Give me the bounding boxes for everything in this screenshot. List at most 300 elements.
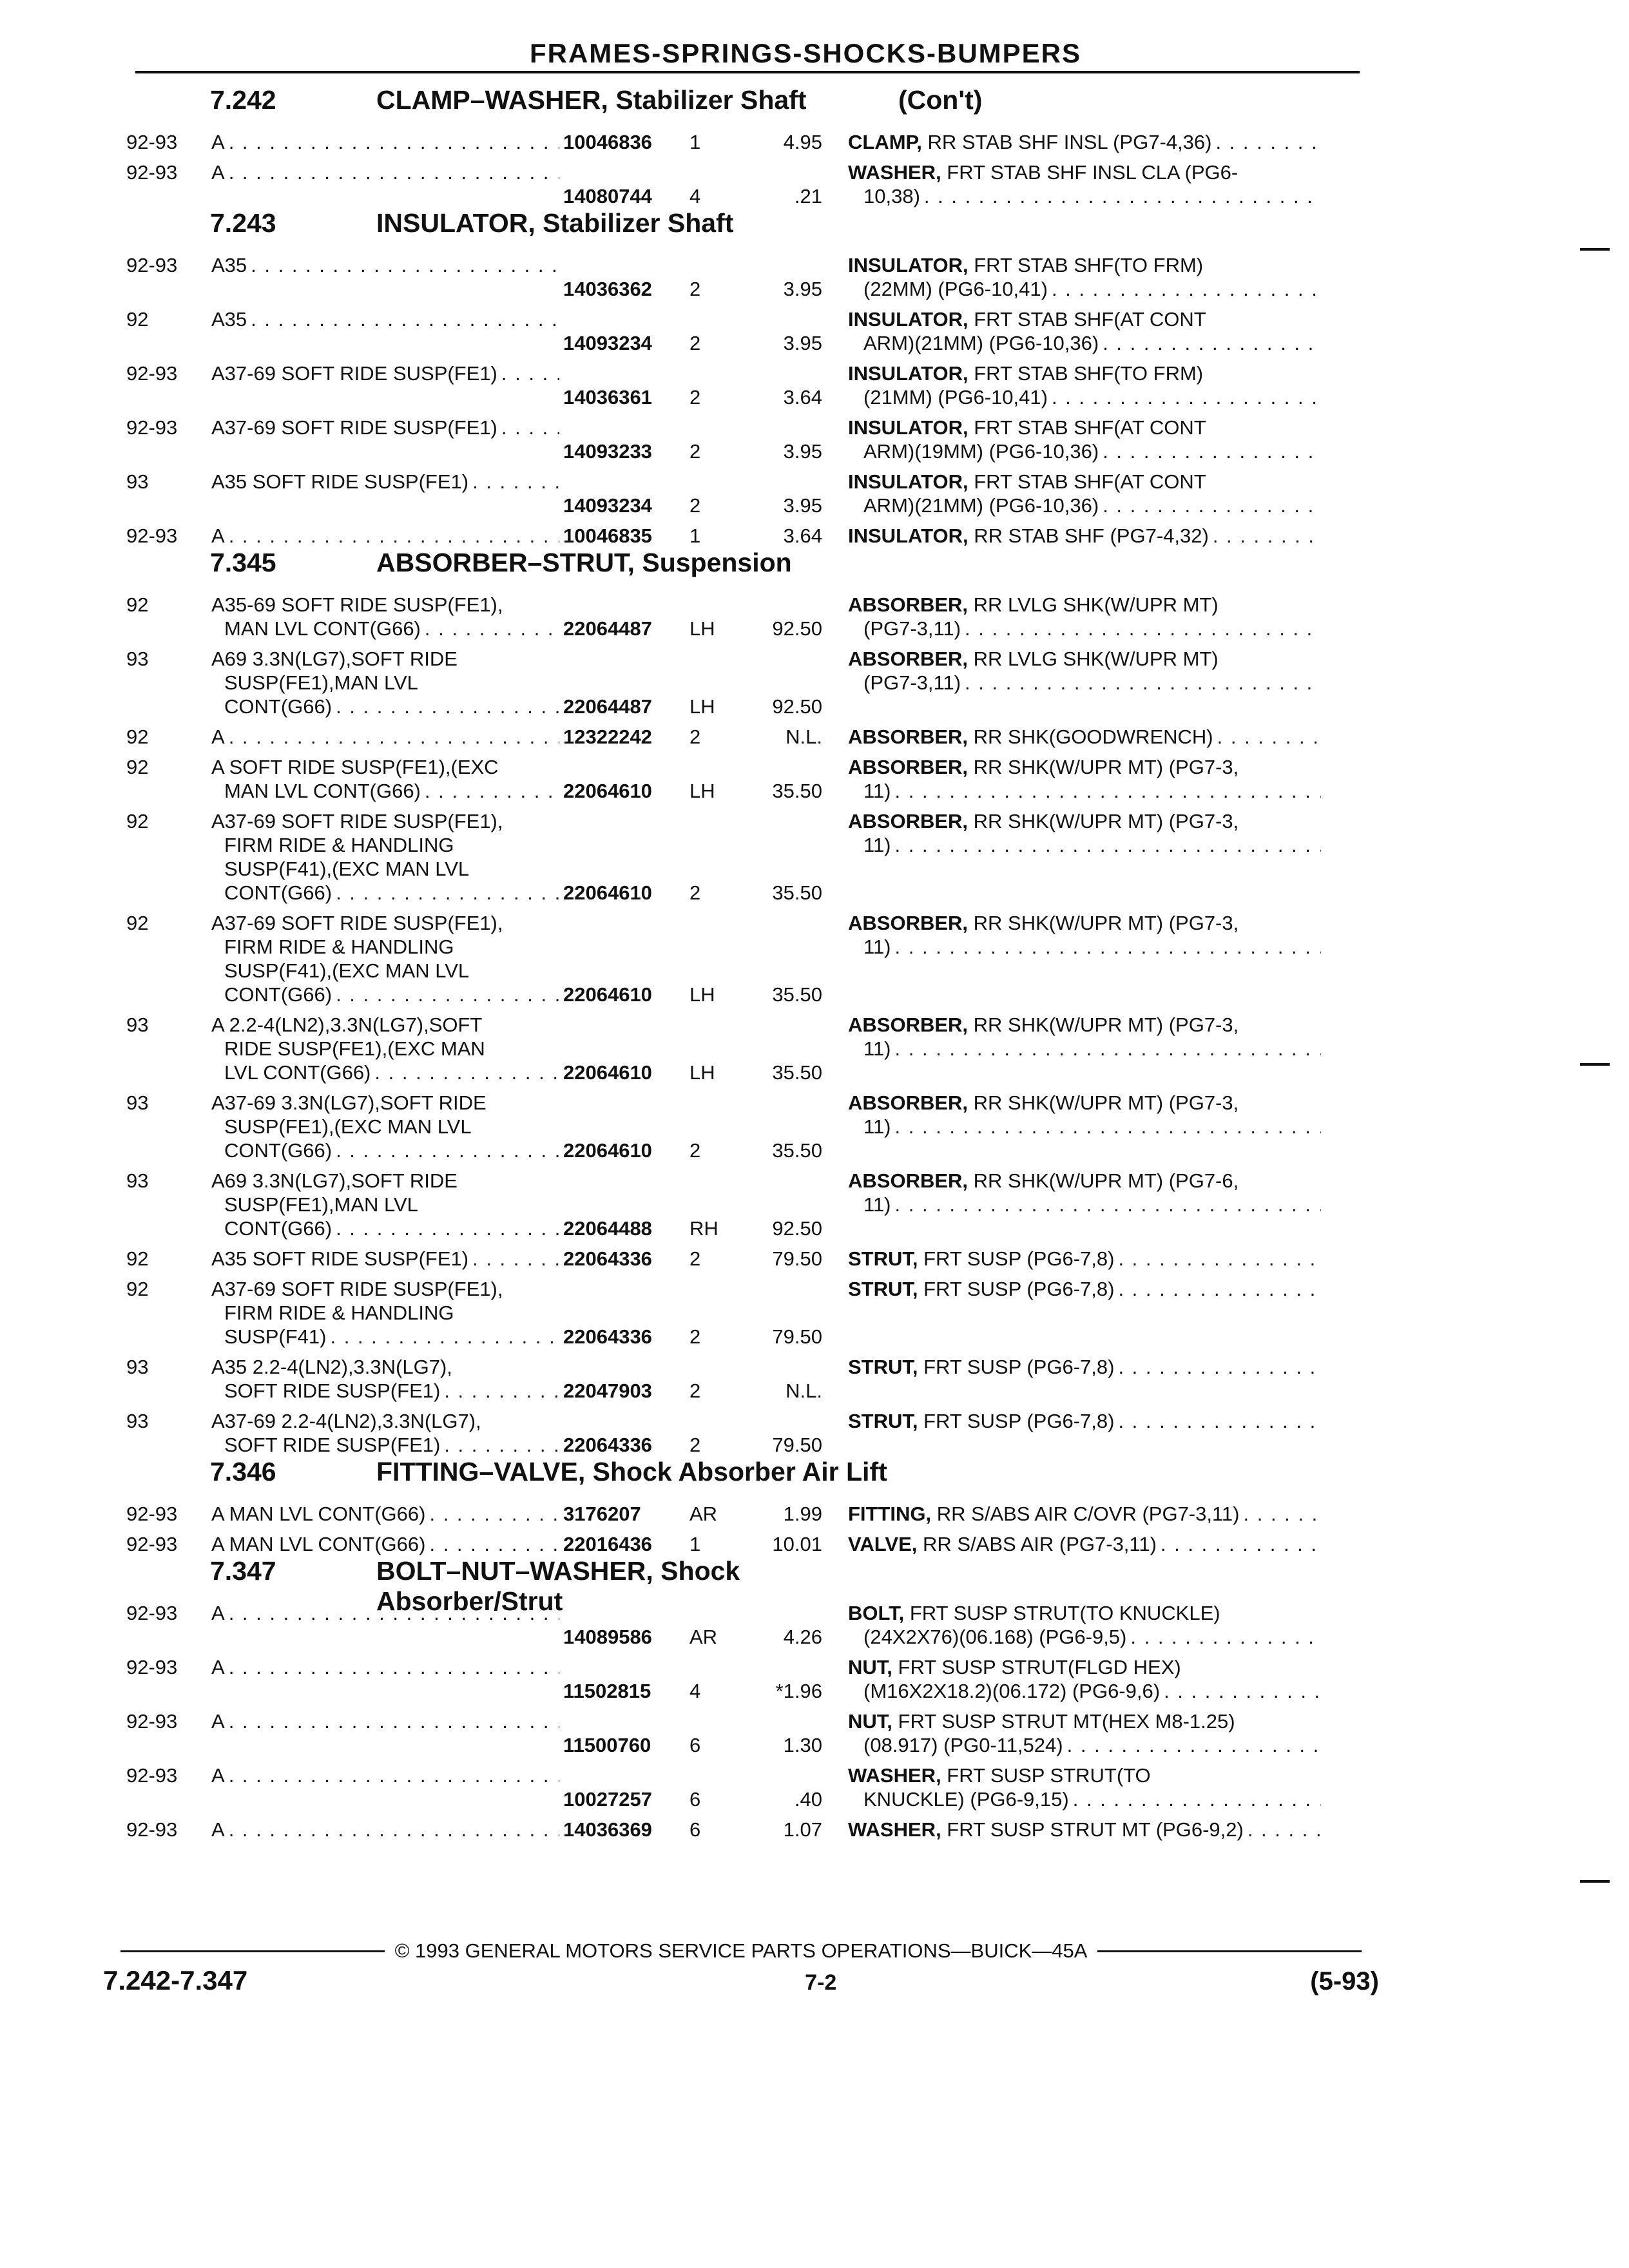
quantity-text: 1: [689, 524, 701, 547]
part-row: [126, 416, 1389, 463]
part-number: [563, 1763, 683, 1811]
part-number-text: 22064610: [563, 881, 652, 904]
application-text: A37-69 SOFT RIDE SUSP(FE1),: [211, 810, 503, 832]
model-year: 93: [126, 470, 149, 493]
application-line: [211, 1355, 563, 1379]
description: [848, 1763, 1325, 1811]
part-row: [126, 1169, 1389, 1240]
description-text: 11): [863, 834, 891, 856]
model-year: 92-93: [126, 362, 178, 385]
dot-leader: [229, 725, 559, 749]
margin-mark: [1580, 1880, 1610, 1883]
section-title: [376, 1457, 898, 1487]
dot-leader: [336, 1139, 559, 1162]
description-line: [848, 1679, 1325, 1703]
description-keyword: ABSORBER,: [848, 1091, 969, 1114]
description-keyword: ABSORBER,: [848, 593, 969, 616]
quantity-text: 2: [689, 494, 701, 517]
description-line: [848, 385, 1325, 409]
model-year: 92-93: [126, 1602, 178, 1624]
application-line: [211, 593, 563, 617]
price-text: 1.07: [783, 1818, 822, 1841]
model-year: 92: [126, 810, 149, 832]
application: [211, 809, 563, 905]
part-number-text: 10046835: [563, 524, 652, 547]
application-text: SOFT RIDE SUSP(FE1): [224, 1434, 441, 1456]
application-line: [211, 1247, 563, 1271]
footer-rule-right: [1097, 1950, 1362, 1952]
application-line: [211, 1655, 563, 1679]
application-line: [211, 935, 563, 959]
part-number: [563, 1169, 683, 1240]
description-keyword: STRUT,: [848, 1410, 918, 1432]
part-number-text: 10027257: [563, 1788, 652, 1811]
price: [735, 307, 848, 355]
part-number-text: 22016436: [563, 1533, 652, 1555]
application: [211, 253, 563, 301]
price: [735, 647, 848, 718]
part-number-text: 14089586: [563, 1626, 652, 1648]
quantity-text: 4: [689, 185, 701, 207]
quantity: [683, 1409, 735, 1457]
application-text: SUSP(F41): [224, 1325, 327, 1348]
section-heading: [126, 1457, 1389, 1502]
model-year: 92-93: [126, 524, 178, 547]
application-line: [211, 1115, 563, 1139]
application-line: [211, 1169, 563, 1193]
dot-leader: [472, 1247, 559, 1271]
description-line: [848, 671, 1325, 695]
price-text: 35.50: [772, 881, 822, 904]
dot-leader: [251, 253, 559, 277]
description-keyword: ABSORBER,: [848, 912, 969, 934]
price-text: 10.01: [772, 1533, 822, 1555]
application-line: [211, 1709, 563, 1733]
dot-leader: [472, 470, 559, 494]
dot-leader: [336, 695, 559, 718]
dot-leader: [229, 1763, 559, 1787]
description-text: (22MM) (PG6-10,41): [863, 278, 1048, 300]
part-number: [563, 725, 683, 749]
section-title-main: BOLT–NUT–WASHER,: [376, 1556, 653, 1586]
quantity: [683, 524, 735, 548]
quantity: [683, 1763, 735, 1811]
description: [848, 1169, 1325, 1240]
application-line: [211, 1013, 563, 1037]
description-line: [848, 416, 1325, 439]
application-line: [211, 1301, 563, 1325]
application-text: A35: [211, 254, 247, 276]
quantity-text: 2: [689, 1325, 701, 1348]
application-text: A MAN LVL CONT(G66): [211, 1533, 426, 1555]
dot-leader: [229, 1818, 559, 1841]
quantity-text: 2: [689, 386, 701, 408]
dot-leader: [1164, 1679, 1321, 1703]
part-number-text: 10046836: [563, 131, 652, 153]
part-number: [563, 1655, 683, 1703]
description-text: ABSORBER, RR SHK(W/UPR MT) (PG7-3,: [848, 1014, 1239, 1036]
description-line: [848, 1532, 1325, 1556]
price-text: 92.50: [772, 1217, 822, 1240]
application-text: A37-69 3.3N(LG7),SOFT RIDE: [211, 1091, 487, 1114]
section-heading: [126, 548, 1389, 593]
dot-leader: [229, 1709, 559, 1733]
application: [211, 1091, 563, 1162]
application-text: MAN LVL CONT(G66): [224, 617, 421, 640]
application-text: A: [211, 524, 225, 547]
application: [211, 1247, 563, 1271]
description-keyword: ABSORBER,: [848, 1014, 969, 1036]
description-line: [848, 1115, 1325, 1139]
quantity-text: LH: [689, 617, 715, 640]
application-text: A69 3.3N(LG7),SOFT RIDE: [211, 648, 458, 670]
part-number-text: 22064336: [563, 1434, 652, 1456]
quantity-text: 2: [689, 881, 701, 904]
application-text: A37-69 2.2-4(LN2),3.3N(LG7),: [211, 1410, 481, 1432]
part-row: [126, 1247, 1389, 1271]
application-text: A: [211, 1818, 225, 1841]
description-line: [848, 647, 1325, 671]
price-text: 92.50: [772, 617, 822, 640]
part-row: [126, 1277, 1389, 1349]
section-title: [376, 548, 898, 578]
description-text: 11): [863, 1193, 891, 1216]
description-keyword: STRUT,: [848, 1278, 918, 1300]
price-text: .21: [794, 185, 822, 207]
quantity-text: 6: [689, 1788, 701, 1811]
parts-catalog: [126, 85, 1389, 1841]
model-year: 93: [126, 648, 149, 670]
dot-leader: [425, 779, 559, 803]
part-row: [126, 725, 1389, 749]
description-line: [848, 1763, 1325, 1787]
model-year: 92-93: [126, 1710, 178, 1733]
section-number: 7.346: [210, 1457, 276, 1486]
description-text: 11): [863, 780, 891, 802]
quantity: [683, 1601, 735, 1649]
part-number-text: 14093234: [563, 332, 652, 354]
model-year: 93: [126, 1091, 149, 1114]
application-line: [211, 1277, 563, 1301]
description-keyword: ABSORBER,: [848, 726, 969, 748]
quantity: [683, 911, 735, 1006]
application: [211, 1818, 563, 1841]
price: [735, 130, 848, 154]
application-text: A SOFT RIDE SUSP(FE1),(EXC: [211, 756, 499, 778]
dot-leader: [1103, 331, 1321, 355]
description-keyword: BOLT,: [848, 1602, 905, 1624]
part-number: [563, 524, 683, 548]
description-text: 11): [863, 1037, 891, 1060]
part-number: [563, 1091, 683, 1162]
price-text: 79.50: [772, 1247, 822, 1270]
price: [735, 1409, 848, 1457]
application-line: [211, 809, 563, 833]
application: [211, 911, 563, 1006]
part-row: [126, 1502, 1389, 1526]
dot-leader: [1118, 1355, 1321, 1379]
description: [848, 130, 1325, 154]
dot-leader: [1213, 524, 1321, 548]
application-text: CONT(G66): [224, 695, 333, 718]
application-text: FIRM RIDE & HANDLING: [224, 1302, 454, 1324]
description-keyword: WASHER,: [848, 1818, 941, 1841]
description-text: ARM)(21MM) (PG6-10,36): [863, 332, 1099, 354]
part-row: [126, 524, 1389, 548]
application-text: A37-69 SOFT RIDE SUSP(FE1): [211, 416, 497, 439]
application: [211, 130, 563, 154]
part-number-text: 22064610: [563, 1139, 652, 1162]
application-text: A37-69 SOFT RIDE SUSP(FE1),: [211, 912, 503, 934]
part-row: [126, 1091, 1389, 1162]
description-line: [848, 331, 1325, 355]
model-year: 92: [126, 308, 149, 331]
part-number: [563, 1409, 683, 1457]
part-row: [126, 647, 1389, 718]
price: [735, 160, 848, 208]
price: [735, 361, 848, 409]
quantity: [683, 1169, 735, 1240]
quantity: [683, 1247, 735, 1271]
price: [735, 1818, 848, 1841]
part-number: [563, 307, 683, 355]
description-text: INSULATOR, FRT STAB SHF(AT CONT: [848, 470, 1206, 493]
description-keyword: CLAMP,: [848, 131, 922, 153]
application-line: [211, 1433, 563, 1457]
application-text: SUSP(F41),(EXC MAN LVL: [224, 858, 470, 880]
quantity-text: AR: [689, 1626, 718, 1648]
application-line: [211, 857, 563, 881]
application-text: A37-69 SOFT RIDE SUSP(FE1): [211, 362, 497, 385]
price: [735, 524, 848, 548]
dot-leader: [895, 1037, 1321, 1061]
part-number: [563, 1277, 683, 1349]
description-text: (M16X2X18.2)(06.172) (PG6-9,6): [863, 1680, 1161, 1702]
dot-leader: [501, 416, 559, 439]
description: [848, 1818, 1325, 1841]
part-row: [126, 307, 1389, 355]
quantity: [683, 1709, 735, 1757]
dot-leader: [229, 524, 559, 548]
dot-leader: [429, 1502, 559, 1526]
description-line: [848, 253, 1325, 277]
description-line: [848, 1247, 1325, 1271]
part-number-text: 22064336: [563, 1325, 652, 1348]
application: [211, 1709, 563, 1757]
application-text: RIDE SUSP(FE1),(EXC MAN: [224, 1037, 485, 1060]
quantity: [683, 593, 735, 640]
description-text: FITTING, RR S/ABS AIR C/OVR (PG7-3,11): [848, 1503, 1240, 1525]
page-footer: [103, 1939, 1379, 1996]
description-text: ARM)(21MM) (PG6-10,36): [863, 494, 1099, 517]
description-keyword: ABSORBER,: [848, 810, 969, 832]
continued-label: (Con't): [898, 85, 983, 115]
copyright-text: © 1993 GENERAL MOTORS SERVICE PARTS OPERATIONS—BUICK—45A: [394, 1939, 1088, 1962]
part-number: [563, 1709, 683, 1757]
section-title-main: INSULATOR,: [376, 208, 535, 238]
application-text: A 2.2-4(LN2),3.3N(LG7),SOFT: [211, 1014, 483, 1036]
model-year: 93: [126, 1410, 149, 1432]
description: [848, 1655, 1325, 1703]
part-row: [126, 130, 1389, 154]
section-number: 7.347: [210, 1556, 276, 1586]
price: [735, 1091, 848, 1162]
description-text: INSULATOR, FRT STAB SHF(AT CONT: [848, 416, 1206, 439]
quantity-text: LH: [689, 695, 715, 718]
model-year: 92-93: [126, 1656, 178, 1678]
application-line: [211, 1502, 563, 1526]
description: [848, 524, 1325, 548]
application-text: A MAN LVL CONT(G66): [211, 1503, 426, 1525]
section-number: 7.243: [210, 208, 276, 238]
section-title: [376, 208, 898, 238]
quantity-text: 6: [689, 1734, 701, 1756]
description-line: [848, 1409, 1325, 1433]
dot-leader: [229, 130, 559, 154]
description-text: CLAMP, RR STAB SHF INSL (PG7-4,36): [848, 131, 1212, 153]
dot-leader: [1217, 725, 1321, 749]
description-line: [848, 160, 1325, 184]
price-text: 1.99: [783, 1503, 822, 1525]
price-text: .40: [794, 1788, 822, 1811]
application: [211, 593, 563, 640]
description: [848, 1355, 1325, 1403]
description: [848, 470, 1325, 517]
quantity-text: 1: [689, 1533, 701, 1555]
part-number: [563, 160, 683, 208]
model-year: 92: [126, 1278, 149, 1300]
dot-leader: [1103, 439, 1321, 463]
quantity: [683, 647, 735, 718]
application-text: A35-69 SOFT RIDE SUSP(FE1),: [211, 593, 503, 616]
part-row: [126, 1409, 1389, 1457]
application: [211, 470, 563, 517]
description-keyword: WASHER,: [848, 161, 941, 184]
application-line: [211, 695, 563, 718]
description-keyword: INSULATOR,: [848, 470, 969, 493]
dot-leader: [895, 833, 1321, 857]
description-keyword: WASHER,: [848, 1764, 941, 1787]
dot-leader: [330, 1325, 559, 1349]
part-number: [563, 911, 683, 1006]
description-text: ABSORBER, RR SHK(W/UPR MT) (PG7-3,: [848, 912, 1239, 934]
application-line: [211, 253, 563, 277]
description-keyword: FITTING,: [848, 1503, 932, 1525]
description-text: STRUT, FRT SUSP (PG6-7,8): [848, 1410, 1115, 1432]
section-number: 7.242: [210, 85, 276, 115]
description-line: [848, 1193, 1325, 1216]
price-text: 92.50: [772, 695, 822, 718]
application-line: [211, 1061, 563, 1084]
part-number-text: 11500760: [563, 1734, 651, 1756]
model-year: 92-93: [126, 1818, 178, 1841]
description: [848, 1709, 1325, 1757]
price: [735, 253, 848, 301]
application: [211, 1277, 563, 1349]
dot-leader: [336, 1216, 559, 1240]
section-number: 7.345: [210, 548, 276, 577]
price: [735, 1763, 848, 1811]
description-line: [848, 779, 1325, 803]
quantity-text: 2: [689, 726, 701, 748]
part-row: [126, 1818, 1389, 1841]
price: [735, 1655, 848, 1703]
description: [848, 1247, 1325, 1271]
price: [735, 1355, 848, 1403]
header-rule: [135, 71, 1360, 73]
price-text: 3.64: [783, 386, 822, 408]
dot-leader: [1130, 1625, 1321, 1649]
description-text: ABSORBER, RR SHK(W/UPR MT) (PG7-3,: [848, 756, 1239, 778]
section-title-sub: Shock Absorber Air Lift: [592, 1457, 887, 1486]
price-text: 79.50: [772, 1434, 822, 1456]
description: [848, 593, 1325, 640]
description-text: 11): [863, 1115, 891, 1138]
application: [211, 1532, 563, 1556]
description: [848, 253, 1325, 301]
dot-leader: [1215, 130, 1321, 154]
application-text: A35 SOFT RIDE SUSP(FE1): [211, 1247, 469, 1270]
part-row: [126, 1355, 1389, 1403]
part-row: [126, 809, 1389, 905]
quantity-text: 6: [689, 1818, 701, 1841]
description-text: 10,38): [863, 185, 920, 207]
quantity: [683, 1355, 735, 1403]
price: [735, 1169, 848, 1240]
description-text: NUT, FRT SUSP STRUT MT(HEX M8-1.25): [848, 1710, 1235, 1733]
part-row: [126, 1655, 1389, 1703]
application-line: [211, 361, 563, 385]
dot-leader: [429, 1532, 559, 1556]
part-number: [563, 1247, 683, 1271]
quantity: [683, 470, 735, 517]
description: [848, 809, 1325, 905]
dot-leader: [965, 671, 1321, 695]
page-title: FRAMES-SPRINGS-SHOCKS-BUMPERS: [529, 38, 1082, 68]
description-text: INSULATOR, FRT STAB SHF(TO FRM): [848, 254, 1204, 276]
description-line: [848, 755, 1325, 779]
model-year: 92-93: [126, 131, 178, 153]
application-text: CONT(G66): [224, 881, 333, 904]
application-text: A: [211, 161, 225, 184]
description-line: [848, 725, 1325, 749]
price: [735, 1532, 848, 1556]
description-text: (24X2X76)(06.168) (PG6-9,5): [863, 1626, 1127, 1648]
price-text: 3.95: [783, 278, 822, 300]
model-year: 93: [126, 1169, 149, 1192]
part-number-text: 14093234: [563, 494, 652, 517]
price: [735, 911, 848, 1006]
description-line: [848, 1601, 1325, 1625]
application-text: SUSP(F41),(EXC MAN LVL: [224, 959, 470, 982]
dot-leader: [251, 307, 559, 331]
quantity: [683, 416, 735, 463]
quantity-text: 2: [689, 1247, 701, 1270]
application: [211, 725, 563, 749]
application-line: [211, 983, 563, 1006]
part-row: [126, 160, 1389, 208]
part-number-text: 22064610: [563, 983, 652, 1006]
quantity: [683, 1818, 735, 1841]
application-text: A: [211, 1710, 225, 1733]
application-text: CONT(G66): [224, 1217, 333, 1240]
dot-leader: [444, 1379, 559, 1403]
dot-leader: [425, 617, 559, 640]
application-line: [211, 1818, 563, 1841]
description-text: ARM)(19MM) (PG6-10,36): [863, 440, 1099, 463]
part-number: [563, 1013, 683, 1084]
price-text: 3.95: [783, 494, 822, 517]
